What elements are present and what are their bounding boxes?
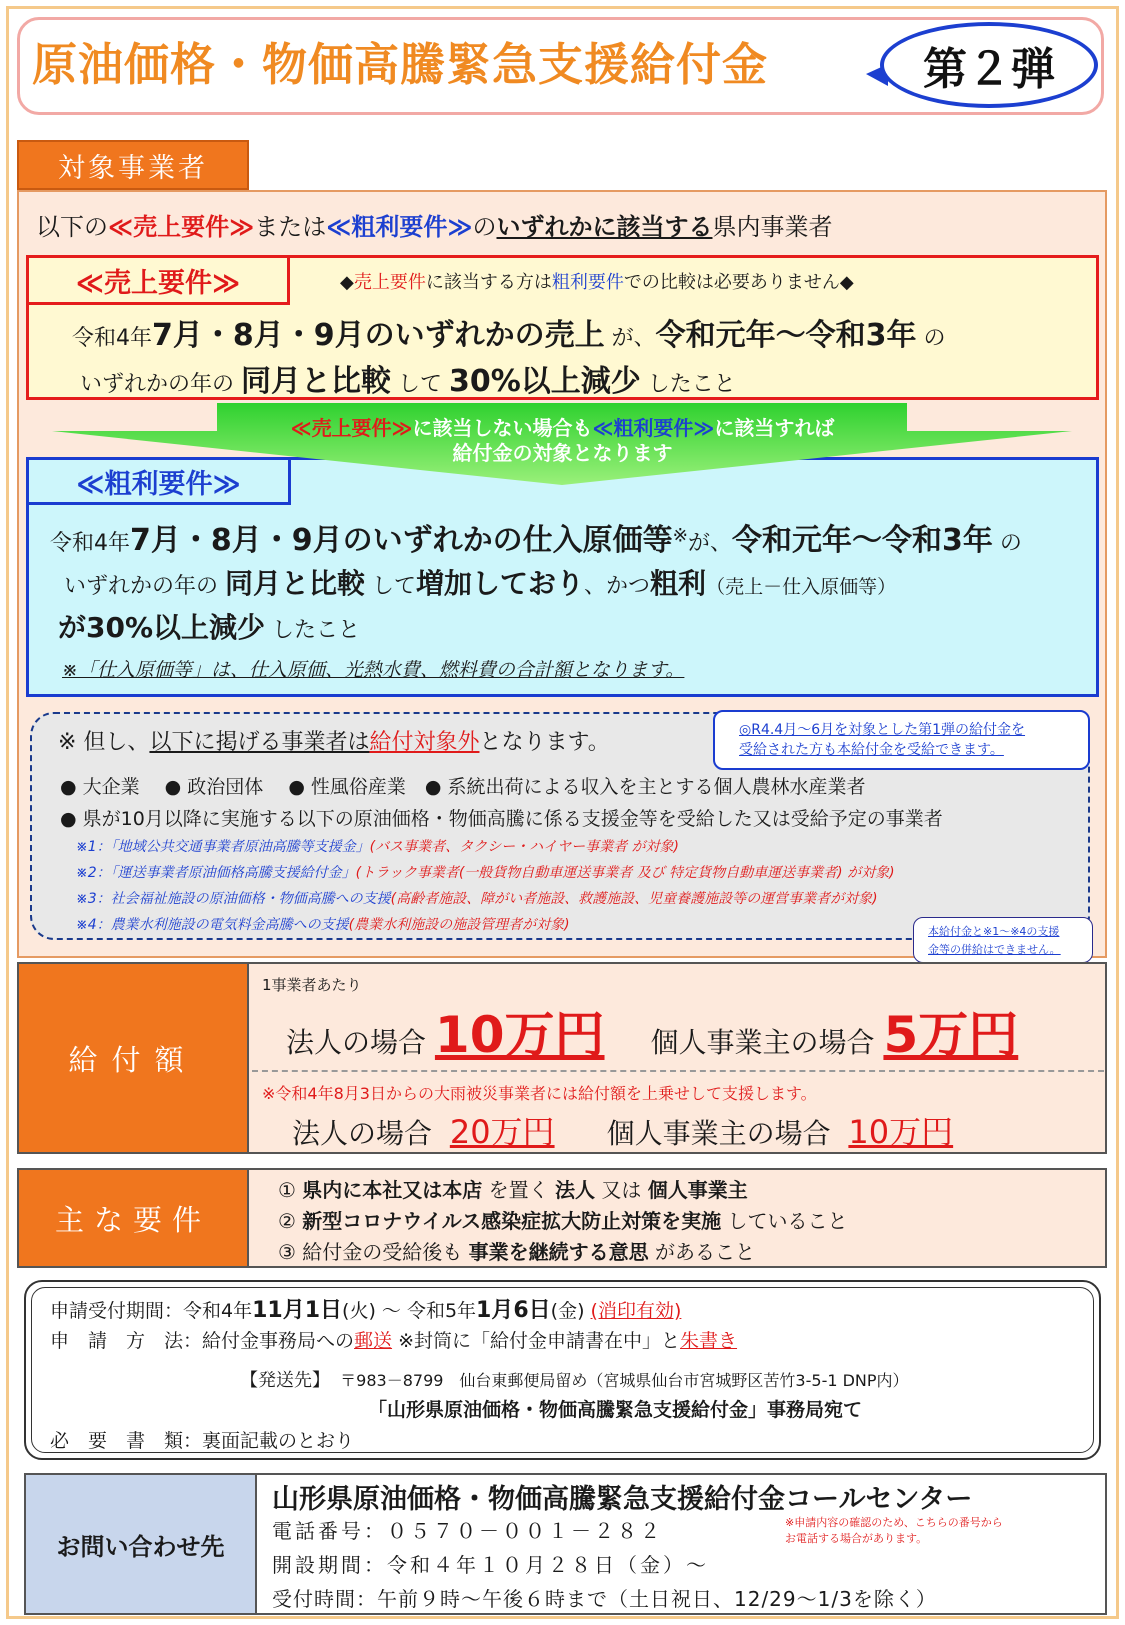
- gross-profit-line-3: が30%以上減少 したこと: [58, 611, 361, 644]
- application-send-address: 【発送先】 〒983－8799 仙台東郵便局留め（宮城県仙台市宮城野区苦竹3-5-1 DNP内）: [240, 1370, 909, 1391]
- amount-divider: [252, 1070, 1104, 1072]
- exclusion-sub-4: ※4：農業水利施設の電気料金高騰への支援(農業水利施設の施設管理者が対象): [76, 917, 570, 933]
- exclusion-list-2: ● 県が10月以降に実施する以下の原油価格・物価高騰に係る支援金等を受給した又は受給予定の事業者: [60, 808, 943, 830]
- target-intro: 以下の≪売上要件≫または≪粗利要件≫のいずれかに該当する県内事業者: [36, 213, 833, 241]
- gross-profit-requirement-heading: ≪粗利要件≫: [26, 457, 291, 505]
- arrow-text-line-2: 給付金の対象となります: [452, 441, 673, 465]
- target-tab-label: 対象事業者: [17, 140, 249, 190]
- sales-requirement-line-2: いずれかの年の 同月と比較 して 30%以上減少 したこと: [80, 364, 736, 399]
- amount-line-2: 法人の場合 20万円 個人事業主の場合 10万円: [292, 1113, 954, 1151]
- amount-line-1: 法人の場合 10万円 個人事業主の場合 5万円: [286, 1006, 1019, 1064]
- exclusion-sub-2: ※2：「運送事業者原油価格高騰支援給付金」(トラック事業者(一般貨物自動車運送事業者 及び 特定貨物自動車運送事業者) が対象): [76, 865, 895, 881]
- contact-label: お問い合わせ先: [24, 1473, 257, 1615]
- gross-profit-line-2: いずれかの年の 同月と比較 して増加しており、かつ粗利（売上－仕入原価等）: [64, 567, 897, 600]
- contact-open-period: 開設期間：令和４年１０月２８日（金）～: [272, 1553, 709, 1577]
- amount-per: 1事業者あたり: [262, 976, 362, 994]
- contact-hours: 受付時間：午前９時～午後６時まで（土日祝日、12/29～1/3を除く）: [272, 1587, 937, 1611]
- sales-requirement-note: ◆売上要件に該当する方は粗利要件での比較は必要ありません◆: [340, 272, 854, 293]
- page-title: 原油価格・物価高騰緊急支援給付金: [32, 38, 769, 91]
- exclusion-sub-1: ※1：「地域公共交通事業者原油高騰等支援金」(バス事業者、タクシー・ハイヤー事業者 が対象): [76, 839, 680, 855]
- first-round-callout: ◎R4.4月～6月を対象とした第1弾の給付金を 受給された方も本給付金を受給できます。: [713, 710, 1090, 770]
- amount-label: 給付額: [17, 962, 249, 1154]
- application-period: 申請受付期間：令和4年11月1日(火) ～ 令和5年1月6日(金) (消印有効): [50, 1298, 682, 1323]
- sales-requirement-heading: ≪売上要件≫: [26, 255, 290, 305]
- contact-note: ※申請内容の確認のため、こちらの番号から お電話する場合があります。: [785, 1516, 1003, 1545]
- requirements-label: 主な要件: [17, 1168, 249, 1268]
- exclusion-sub-3: ※3：社会福祉施設の原油価格・物価高騰への支援(高齢者施設、障がい者施設、救護施設、児童養護施設等の運営事業者が対象): [76, 891, 878, 907]
- application-documents: 必 要 書 類：裏面記載のとおり: [50, 1430, 355, 1452]
- gross-profit-line-1: 令和4年7月・8月・9月のいずれかの仕入原価等※が、令和元年～令和3年 の: [50, 523, 1022, 558]
- edition-bubble: 第２弾: [880, 22, 1098, 108]
- call-center-name: 山形県原油価格・物価高騰緊急支援給付金コールセンター: [272, 1484, 973, 1515]
- arrow-text-line-1: ≪売上要件≫に該当しない場合も≪粗利要件≫に該当すれば: [290, 416, 835, 440]
- exclusion-list-1: ● 大企業 ● 政治団体 ● 性風俗産業 ● 系統出荷による収入を主とする個人農林水産業者: [60, 776, 866, 798]
- amount-disaster-note: ※令和4年8月3日からの大雨被災事業者には給付額を上乗せして支援します。: [262, 1084, 817, 1103]
- requirement-3: ③ 給付金の受給後も 事業を継続する意思 があること: [278, 1240, 756, 1264]
- requirement-1: ① 県内に本社又は本店 を置く 法人 又は 個人事業主: [278, 1178, 748, 1202]
- application-method: 申 請 方 法：給付金事務局への郵送 ※封筒に「給付金申請書在中」と朱書き: [50, 1330, 738, 1352]
- no-combined-callout: 本給付金と※1～※4の支援 金等の併給はできません。: [913, 917, 1093, 963]
- requirement-2: ② 新型コロナウイルス感染症拡大防止対策を実施 していること: [278, 1209, 848, 1233]
- exclusion-heading: ※ 但し、以下に掲げる事業者は給付対象外となります。: [58, 730, 610, 755]
- application-send-to: 「山形県原油価格・物価高騰緊急支援給付金」事務局宛て: [368, 1399, 863, 1421]
- sales-requirement-line-1: 令和4年7月・8月・9月のいずれかの売上 が、令和元年～令和3年 の: [72, 318, 946, 353]
- contact-phone: 電話番号：０５７０－００１－２８２: [272, 1519, 663, 1543]
- gross-profit-note: ※「仕入原価等」は、仕入原価、光熱水費、燃料費の合計額となります。: [62, 659, 685, 681]
